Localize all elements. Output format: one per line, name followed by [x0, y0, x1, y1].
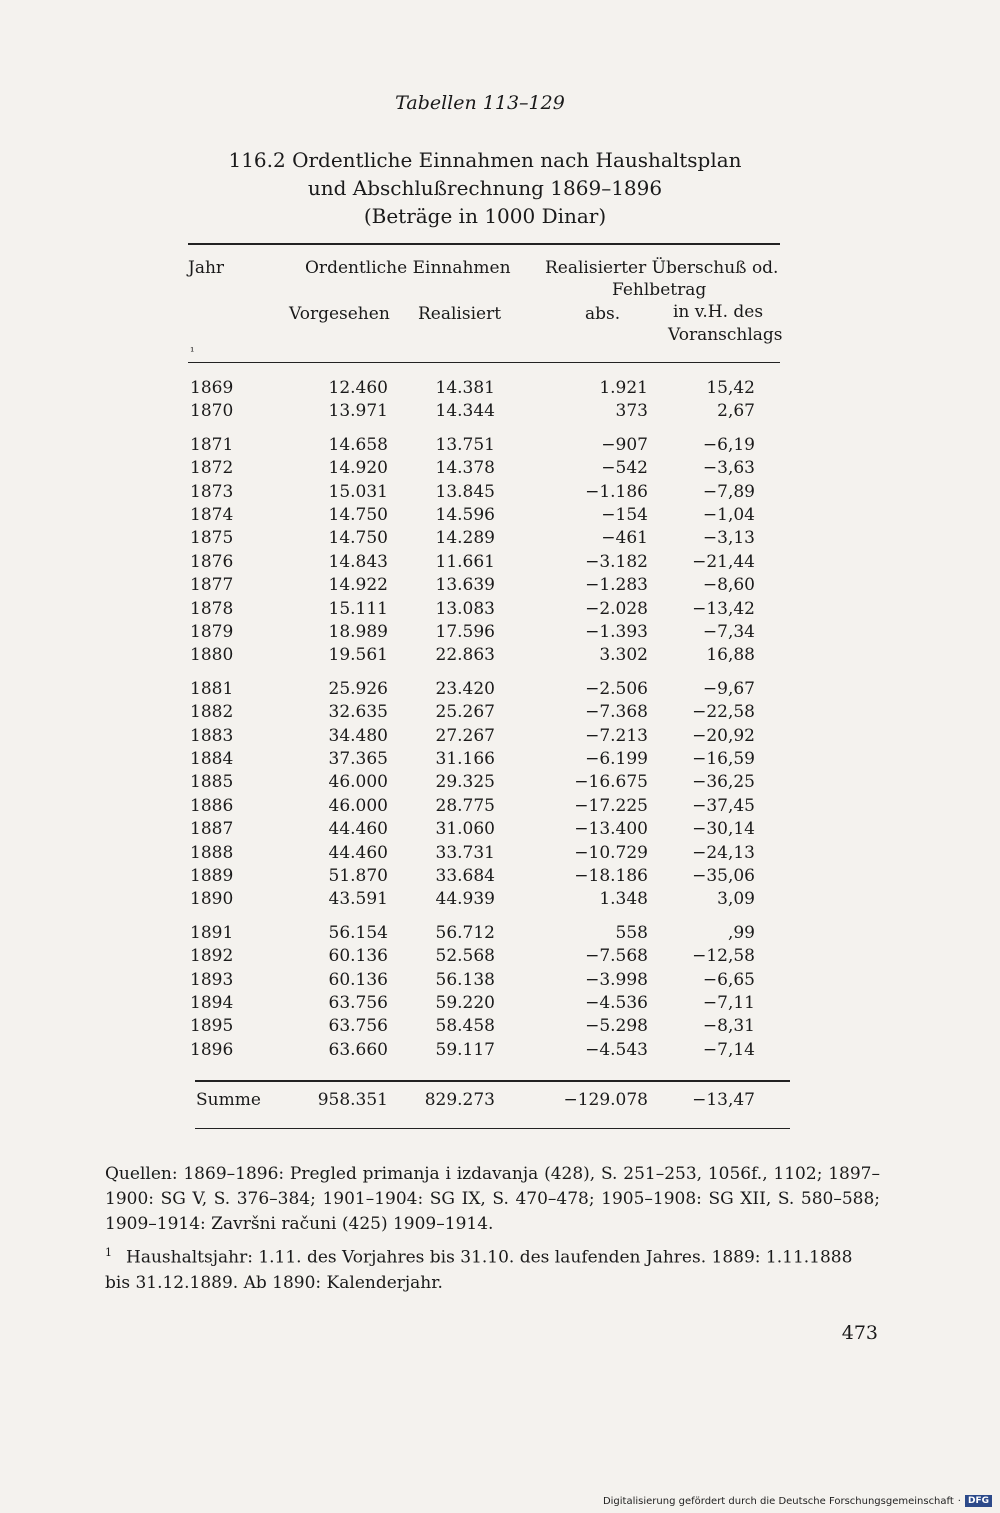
vorgesehen-cell: 60.136 — [328, 969, 388, 990]
vorgesehen-cell: 63.756 — [328, 1016, 388, 1037]
header-rule — [188, 362, 780, 363]
table-row — [0, 1016, 1000, 1038]
pct-cell: −24,13 — [692, 842, 755, 863]
year-cell: 1879 — [190, 622, 234, 642]
pct-cell: −7,11 — [702, 993, 755, 1013]
realisiert-cell: 33.731 — [435, 842, 495, 863]
table-row — [0, 458, 1000, 480]
page-number: 473 — [841, 1322, 878, 1344]
realisiert-cell: 14.596 — [435, 505, 495, 525]
table-row — [0, 505, 1000, 527]
year-cell: 1872 — [190, 458, 234, 479]
year-cell: 1876 — [190, 551, 234, 572]
abs-cell: −461 — [601, 528, 648, 549]
realisiert-cell: 56.138 — [435, 969, 495, 990]
abs-cell: −7.368 — [585, 702, 648, 723]
year-cell: 1871 — [190, 434, 234, 455]
year-cell: 1880 — [190, 645, 234, 666]
abs-cell: −17.225 — [574, 795, 648, 816]
realisiert-cell: 52.568 — [435, 946, 495, 967]
vorgesehen-cell: 63.756 — [328, 993, 388, 1013]
abs-cell: −1.283 — [585, 575, 648, 596]
table-row — [0, 796, 1000, 818]
table-row — [0, 866, 1000, 888]
abs-cell: −7.213 — [585, 725, 648, 746]
year-cell: 1895 — [190, 1016, 234, 1037]
table-row — [0, 528, 1000, 550]
pct-cell: 3,09 — [717, 889, 755, 910]
table-row — [0, 946, 1000, 968]
vorgesehen-cell: 15.031 — [328, 481, 388, 502]
table-title-line-1: 116.2 Ordentliche Einnahmen nach Haushaltsplan — [228, 148, 742, 172]
realisiert-cell: 25.267 — [435, 702, 495, 723]
dfg-credit — [603, 1495, 992, 1507]
realisiert-cell: 22.863 — [435, 645, 495, 666]
realisiert-cell: 44.939 — [435, 889, 495, 910]
table-row — [0, 645, 1000, 667]
abs-cell: −13.400 — [574, 819, 648, 840]
year-cell: 1881 — [190, 678, 234, 699]
table-row — [0, 679, 1000, 701]
header-pct-1: in v.H. des — [673, 302, 764, 322]
realisiert-cell: 31.060 — [435, 819, 495, 840]
pct-cell: −6,19 — [702, 434, 755, 455]
abs-cell: −1.393 — [585, 622, 648, 642]
abs-cell: −3.998 — [585, 969, 648, 990]
year-cell: 1870 — [190, 401, 234, 422]
vorgesehen-cell: 14.843 — [328, 551, 388, 572]
realisiert-cell: 56.712 — [435, 922, 495, 943]
pct-cell: −8,60 — [702, 575, 755, 596]
table-row — [0, 482, 1000, 504]
header-ueberschuss-1: Realisierter Überschuß od. — [545, 258, 779, 278]
table-row — [0, 575, 1000, 597]
vorgesehen-cell: 14.750 — [328, 505, 388, 525]
table-row — [0, 970, 1000, 992]
abs-cell: −542 — [601, 458, 648, 479]
realisiert-cell: 27.267 — [435, 725, 495, 746]
pct-cell: −12,58 — [692, 946, 755, 967]
header-jahr: Jahr — [188, 258, 225, 278]
abs-cell: 1.921 — [599, 378, 648, 398]
pct-cell: −36,25 — [692, 772, 755, 793]
realisiert-cell: 28.775 — [435, 795, 495, 816]
abs-cell: −3.182 — [585, 551, 648, 572]
pct-cell: −16,59 — [692, 749, 755, 769]
year-cell: 1883 — [190, 725, 234, 746]
pct-cell: −6,65 — [702, 969, 755, 990]
table-row — [0, 772, 1000, 794]
abs-cell: −2.028 — [585, 598, 648, 619]
year-cell: 1886 — [190, 795, 234, 816]
realisiert-cell: 14.344 — [435, 401, 495, 422]
pct-cell: 15,42 — [706, 378, 755, 398]
vorgesehen-cell: 43.591 — [328, 889, 388, 910]
table-row — [0, 923, 1000, 945]
bottom-rule — [195, 1128, 790, 1129]
pct-cell: −35,06 — [692, 866, 755, 886]
footnote — [105, 1240, 880, 1296]
year-cell: 1888 — [190, 842, 234, 863]
pct-cell: −8,31 — [702, 1016, 755, 1037]
abs-cell: −7.568 — [585, 946, 648, 967]
table-row — [0, 993, 1000, 1015]
vorgesehen-cell: 56.154 — [328, 922, 388, 943]
dfg-credit-text: Digitalisierung gefördert durch die Deutsche Forschungsgemeinschaft — [602, 1495, 954, 1507]
table-title-line-3: (Beträge in 1000 Dinar) — [363, 204, 607, 228]
vorgesehen-cell: 18.989 — [328, 622, 388, 642]
header-abs: abs. — [585, 304, 621, 324]
table-row — [0, 378, 1000, 400]
pct-cell: −7,14 — [702, 1039, 755, 1060]
year-cell: 1891 — [190, 922, 234, 943]
table-row — [0, 599, 1000, 621]
pct-cell: −13,42 — [692, 598, 755, 619]
year-cell: 1890 — [190, 889, 234, 910]
pct-cell: −22,58 — [692, 702, 755, 723]
vorgesehen-cell: 34.480 — [328, 725, 388, 746]
pct-cell: ,99 — [727, 922, 755, 943]
vorgesehen-cell: 19.561 — [328, 645, 388, 666]
pct-cell: −3,13 — [702, 528, 755, 549]
realisiert-cell: 13.845 — [435, 481, 495, 502]
realisiert-cell: 59.220 — [435, 993, 495, 1013]
realisiert-cell: 14.381 — [435, 378, 495, 398]
header-ueberschuss-2: Fehlbetrag — [612, 280, 707, 300]
summe-top-rule — [195, 1080, 790, 1082]
vorgesehen-cell: 14.922 — [328, 575, 388, 596]
vorgesehen-cell: 25.926 — [328, 678, 388, 699]
vorgesehen-cell: 51.870 — [328, 866, 388, 886]
table-row — [0, 819, 1000, 841]
header-vorgesehen: Vorgesehen — [289, 304, 390, 324]
abs-cell: −6.199 — [585, 749, 648, 769]
table-row — [0, 622, 1000, 644]
year-cell: 1894 — [190, 993, 234, 1013]
summe-pct: −13,47 — [692, 1090, 755, 1110]
vorgesehen-cell: 60.136 — [328, 946, 388, 967]
abs-cell: 3.302 — [599, 645, 648, 666]
summe-realisiert: 829.273 — [424, 1090, 495, 1110]
pct-cell: −7,34 — [702, 622, 755, 642]
abs-cell: −2.506 — [585, 678, 648, 699]
realisiert-cell: 58.458 — [435, 1016, 495, 1037]
table-row — [0, 435, 1000, 457]
pct-cell: −9,67 — [702, 678, 755, 699]
pct-cell: 2,67 — [717, 401, 755, 422]
dfg-separator: · — [957, 1495, 961, 1507]
vorgesehen-cell: 46.000 — [328, 772, 388, 793]
year-cell: 1877 — [190, 575, 234, 596]
top-rule — [188, 243, 780, 245]
year-cell: 1889 — [190, 866, 234, 886]
table-title-line-2: und Abschlußrechnung 1869–1896 — [307, 176, 663, 200]
table-row — [0, 726, 1000, 748]
running-head: Tabellen 113–129 — [395, 92, 565, 114]
vorgesehen-cell: 12.460 — [328, 378, 388, 398]
footnote-mark: 1 — [105, 1246, 112, 1259]
realisiert-cell: 13.639 — [435, 575, 495, 596]
abs-cell: −5.298 — [585, 1016, 648, 1037]
pct-cell: −37,45 — [692, 795, 755, 816]
realisiert-cell: 14.289 — [435, 528, 495, 549]
year-cell: 1878 — [190, 598, 234, 619]
table-row — [0, 401, 1000, 423]
header-einnahmen: Ordentliche Einnahmen — [305, 258, 511, 278]
realisiert-cell: 31.166 — [435, 749, 495, 769]
vorgesehen-cell: 14.750 — [328, 528, 388, 549]
abs-cell: −16.675 — [574, 772, 648, 793]
vorgesehen-cell: 37.365 — [328, 749, 388, 769]
abs-cell: −18.186 — [574, 866, 648, 886]
table-row — [0, 749, 1000, 771]
year-cell: 1885 — [190, 772, 234, 793]
table-row — [0, 843, 1000, 865]
header-pct-2: Voranschlags — [668, 325, 783, 345]
abs-cell: −4.543 — [585, 1039, 648, 1060]
vorgesehen-cell: 44.460 — [328, 842, 388, 863]
table-row — [0, 552, 1000, 574]
realisiert-cell: 13.751 — [435, 434, 495, 455]
abs-cell: −4.536 — [585, 993, 648, 1013]
year-cell: 1892 — [190, 946, 234, 967]
dfg-logo: DFG — [965, 1495, 992, 1507]
realisiert-cell: 11.661 — [435, 551, 495, 572]
table-row — [0, 702, 1000, 724]
realisiert-cell: 23.420 — [435, 678, 495, 699]
abs-cell: −10.729 — [574, 842, 648, 863]
pct-cell: −3,63 — [702, 458, 755, 479]
summe-label: Summe — [196, 1090, 261, 1110]
sources-note: Quellen: 1869–1896: Pregled primanja i izdavanja (428), S. 251–253, 1056f., 1102; 1897–1900: SG V, S. 376–384; 1901–1904: SG IX, S. 470–478; 1905–1908: SG XII, S. 580–588; 1909–1914: Završni računi (425) 1909–1914. — [105, 1164, 880, 1234]
year-cell: 1874 — [190, 505, 234, 525]
pct-cell: −7,89 — [702, 481, 755, 502]
vorgesehen-cell: 13.971 — [328, 401, 388, 422]
summe-abs: −129.078 — [563, 1090, 648, 1110]
table-row — [0, 889, 1000, 911]
vorgesehen-cell: 46.000 — [328, 795, 388, 816]
year-cell: 1884 — [190, 749, 234, 769]
abs-cell: −1.186 — [585, 481, 648, 502]
pct-cell: 16,88 — [706, 645, 755, 666]
vorgesehen-cell: 44.460 — [328, 819, 388, 840]
pct-cell: −21,44 — [692, 551, 755, 572]
vorgesehen-cell: 14.920 — [328, 458, 388, 479]
realisiert-cell: 14.378 — [435, 458, 495, 479]
realisiert-cell: 29.325 — [435, 772, 495, 793]
header-marker: ¹ — [190, 345, 195, 358]
abs-cell: 1.348 — [599, 889, 648, 910]
vorgesehen-cell: 63.660 — [328, 1039, 388, 1060]
table-row — [0, 1040, 1000, 1062]
vorgesehen-cell: 15.111 — [328, 598, 388, 619]
summe-row — [0, 1090, 1000, 1112]
pct-cell: −20,92 — [692, 725, 755, 746]
footnote-text: Haushaltsjahr: 1.11. des Vorjahres bis 31.10. des laufenden Jahres. 1889: 1.11.1888 bis 31.12.1889. Ab 1890: Kalenderjahr. — [105, 1247, 853, 1293]
abs-cell: −907 — [601, 434, 648, 455]
realisiert-cell: 33.684 — [435, 866, 495, 886]
pct-cell: −30,14 — [692, 819, 755, 840]
vorgesehen-cell: 32.635 — [328, 702, 388, 723]
realisiert-cell: 17.596 — [435, 622, 495, 642]
abs-cell: −154 — [601, 505, 648, 525]
pct-cell: −1,04 — [702, 505, 755, 525]
year-cell: 1869 — [190, 378, 234, 398]
year-cell: 1887 — [190, 819, 234, 840]
realisiert-cell: 13.083 — [435, 598, 495, 619]
year-cell: 1875 — [190, 528, 234, 549]
realisiert-cell: 59.117 — [435, 1039, 495, 1060]
header-realisiert: Realisiert — [418, 304, 502, 324]
summe-vorgesehen: 958.351 — [317, 1090, 388, 1110]
year-cell: 1896 — [190, 1039, 234, 1060]
vorgesehen-cell: 14.658 — [328, 434, 388, 455]
year-cell: 1893 — [190, 969, 234, 990]
abs-cell: 373 — [615, 401, 648, 422]
year-cell: 1873 — [190, 481, 234, 502]
year-cell: 1882 — [190, 702, 234, 723]
abs-cell: 558 — [615, 922, 648, 943]
